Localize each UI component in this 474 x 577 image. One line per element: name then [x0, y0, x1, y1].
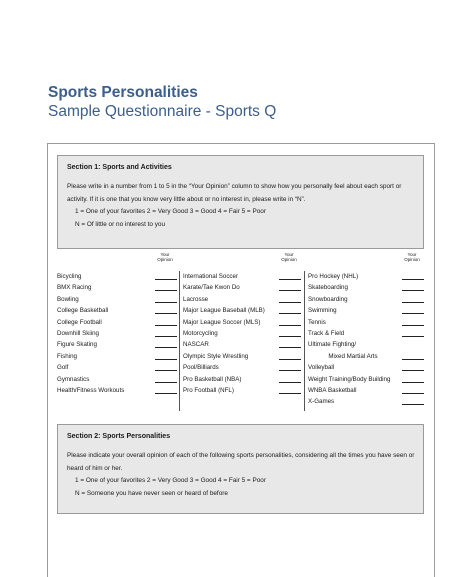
sport-label: Skateboarding [308, 284, 348, 292]
sport-row [57, 317, 177, 328]
opinion-answer-blank[interactable] [155, 359, 177, 360]
sport-row [183, 305, 301, 316]
sport-label: Motorcycling [183, 329, 218, 337]
opinion-answer-blank[interactable] [402, 370, 424, 371]
sport-label: Pro Hockey (NHL) [308, 273, 359, 280]
section-1-box [57, 155, 424, 249]
sport-label: Major League Baseball (MLB) [183, 307, 265, 315]
document-subtitle: Sample Questionnaire - Sports Q [48, 103, 277, 120]
your-opinion-header: Your Opinion [404, 252, 420, 262]
sport-row [57, 282, 177, 293]
opinion-answer-blank[interactable] [402, 404, 424, 405]
sport-row [308, 294, 424, 305]
sport-row [308, 271, 424, 282]
section-2-title: Section 2: Sports Personalities [67, 433, 171, 440]
opinion-answer-blank[interactable] [402, 313, 424, 314]
sport-row [57, 351, 177, 362]
opinion-answer-blank[interactable] [279, 313, 301, 314]
section-1-instructions: Please write in a number from 1 to 5 in the “Your Opinion” column to show how you personally feel about each sport or activity. If it is one that you know very little about or no interest in, please write in “N”. [67, 183, 402, 203]
sport-label: Golf [57, 364, 69, 372]
sport-label: Pro Football (NFL) [183, 386, 234, 394]
sport-row [183, 317, 301, 328]
sport-label: Bicycling [57, 273, 82, 280]
sport-label: Ultimate Fighting/ [308, 341, 357, 349]
sport-row [308, 328, 424, 339]
opinion-answer-blank[interactable] [155, 370, 177, 371]
sport-label: Pool/Billiards [183, 364, 219, 372]
sport-label: Downhill Skiing [57, 329, 99, 337]
sport-label: College Basketball [57, 307, 109, 315]
opinion-answer-blank[interactable] [279, 382, 301, 383]
sport-row [183, 271, 301, 282]
sport-label: Olympic Style Wrestling [183, 352, 249, 360]
section-2-scale: 1 = One of your favorites 2 = Very Good 3 = Good 4 = Fair 5 = Poor [75, 477, 266, 484]
sport-label: Health/Fitness Workouts [57, 386, 125, 394]
sport-label: Lacrosse [183, 295, 209, 303]
sport-row [57, 374, 177, 385]
sport-label: Tennis [308, 318, 326, 326]
opinion-answer-blank[interactable] [402, 359, 424, 360]
column-divider [179, 271, 180, 411]
sport-row [308, 282, 424, 293]
sport-label: Bowling [57, 295, 79, 303]
opinion-answer-blank[interactable] [155, 382, 177, 383]
section-2-instructions: Please indicate your overall opinion of each of the following sports personalities, considering all the times you have seen or heard of him or her. [67, 452, 415, 472]
opinion-answer-blank[interactable] [402, 393, 424, 394]
sport-row [308, 362, 424, 373]
sport-row [57, 328, 177, 339]
sport-row [57, 294, 177, 305]
section-2-n-option: N = Someone you have never seen or heard of before [75, 490, 228, 497]
sport-row [57, 305, 177, 316]
sport-row [57, 362, 177, 373]
sport-label: Weight Training/Body Building [308, 375, 391, 383]
opinion-answer-blank[interactable] [402, 382, 424, 383]
sport-label: International Soccer [183, 273, 239, 280]
opinion-answer-blank[interactable] [402, 302, 424, 303]
sport-label: Major League Soccer (MLS) [183, 318, 261, 326]
your-opinion-header: Your Opinion [157, 252, 173, 262]
opinion-answer-blank[interactable] [279, 347, 301, 348]
section-1-title: Section 1: Sports and Activities [67, 164, 172, 171]
opinion-answer-blank[interactable] [279, 393, 301, 394]
sport-row [57, 385, 177, 396]
sport-row [308, 305, 424, 316]
sport-label: Pro Basketball (NBA) [183, 375, 242, 383]
sport-label: Fishing [57, 352, 77, 360]
opinion-answer-blank[interactable] [155, 279, 177, 280]
opinion-answer-blank[interactable] [155, 393, 177, 394]
section-2-box [57, 424, 424, 514]
sport-row [308, 317, 424, 328]
sport-row [183, 328, 301, 339]
document-title: Sports Personalities [48, 84, 198, 101]
opinion-answer-blank[interactable] [155, 313, 177, 314]
sport-row [183, 339, 301, 350]
sport-row [183, 385, 301, 396]
opinion-answer-blank[interactable] [402, 290, 424, 291]
sport-label: Karate/Tae Kwon Do [183, 284, 240, 292]
sport-label: BMX Racing [57, 284, 92, 292]
sport-label: X-Games [308, 398, 335, 406]
opinion-answer-blank[interactable] [279, 325, 301, 326]
opinion-answer-blank[interactable] [279, 302, 301, 303]
sport-row [183, 351, 301, 362]
sport-row [308, 396, 424, 407]
opinion-answer-blank[interactable] [279, 370, 301, 371]
sport-label: WNBA Basketball [308, 386, 357, 394]
sport-label: Swimming [308, 307, 337, 315]
sport-row [57, 271, 177, 282]
opinion-answer-blank[interactable] [402, 336, 424, 337]
opinion-answer-blank[interactable] [279, 359, 301, 360]
opinion-answer-blank[interactable] [155, 290, 177, 291]
opinion-answer-blank[interactable] [279, 336, 301, 337]
sport-label: Gymnastics [57, 375, 90, 383]
sport-row [183, 294, 301, 305]
section-1-n-option: N = Of little or no interest to you [75, 221, 166, 228]
sport-row [308, 374, 424, 385]
sport-label: Track & Field [308, 329, 345, 337]
sport-label: Figure Skating [57, 341, 97, 349]
sport-label: NASCAR [183, 341, 209, 349]
sport-label: Snowboarding [308, 295, 348, 303]
column-divider [304, 271, 305, 411]
sport-label: Mixed Martial Arts [328, 352, 378, 360]
sport-row [57, 339, 177, 350]
your-opinion-header: Your Opinion [281, 252, 297, 262]
sport-row [308, 339, 424, 350]
opinion-answer-blank[interactable] [155, 325, 177, 326]
sport-row [183, 374, 301, 385]
opinion-answer-blank[interactable] [155, 302, 177, 303]
sport-row [183, 362, 301, 373]
sport-row [308, 351, 424, 362]
opinion-answer-blank[interactable] [402, 279, 424, 280]
opinion-answer-blank[interactable] [155, 347, 177, 348]
sport-label: College Football [57, 318, 102, 326]
sport-row [308, 385, 424, 396]
opinion-answer-blank[interactable] [402, 325, 424, 326]
opinion-answer-blank[interactable] [279, 279, 301, 280]
sport-row [183, 282, 301, 293]
opinion-answer-blank[interactable] [279, 290, 301, 291]
section-1-scale: 1 = One of your favorites 2 = Very Good 3 = Good 4 = Fair 5 = Poor [75, 208, 266, 215]
sport-label: Volleyball [308, 364, 335, 372]
opinion-answer-blank[interactable] [155, 336, 177, 337]
